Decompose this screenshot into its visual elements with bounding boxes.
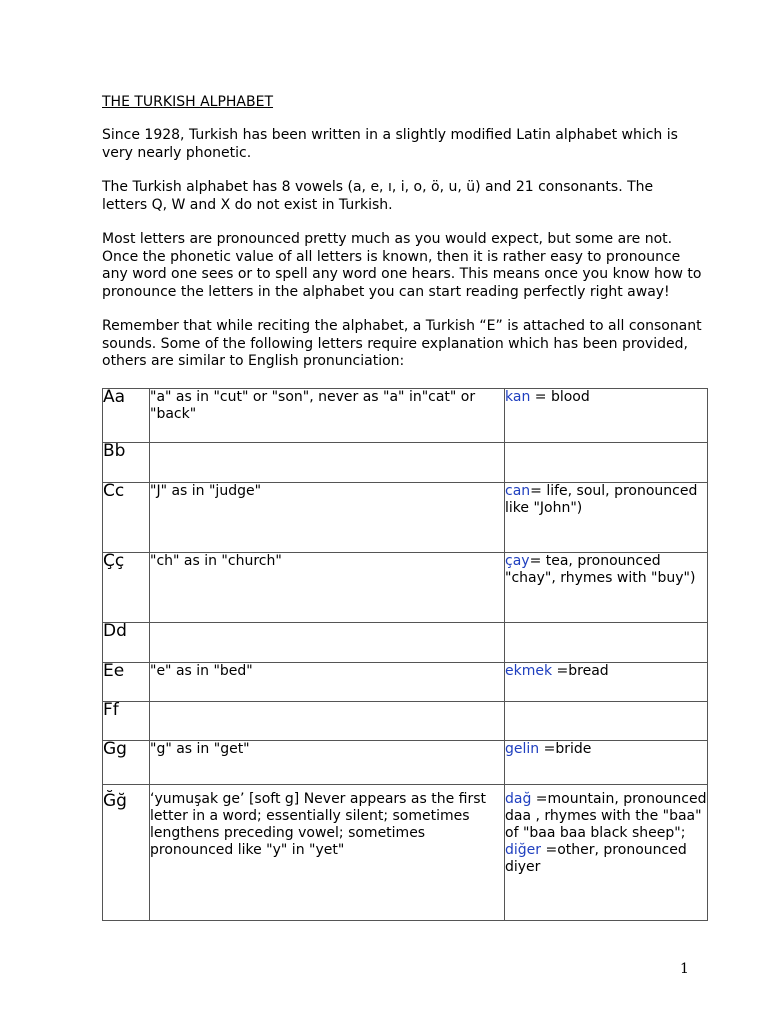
example-meaning: = blood <box>530 388 590 405</box>
letter-cell: Dd <box>103 622 150 662</box>
example-cell <box>505 784 708 920</box>
example-word-secondary: diğer <box>505 841 542 858</box>
example-cell <box>505 662 708 701</box>
description-cell: "ch" as in "church" <box>150 552 505 622</box>
description-cell <box>150 622 505 662</box>
example-word: dağ <box>505 790 532 807</box>
letter-cell: Aa <box>103 388 150 442</box>
letter-cell: Cc <box>103 482 150 552</box>
table-row <box>103 442 708 482</box>
example-word: kan <box>505 388 531 405</box>
table-row <box>103 622 708 662</box>
letter-cell: Çç <box>103 552 150 622</box>
paragraph-reciting: Remember that while reciting the alphabet, a Turkish “E” is attached to all consonant sounds. Some of the following letters require explanation which has been provided, others are similar to English pronunciation: <box>102 318 702 369</box>
description-cell: "e" as in "bed" <box>150 662 505 701</box>
example-word: çay <box>505 552 530 569</box>
letter-cell: Bb <box>103 442 150 482</box>
description-cell <box>150 442 505 482</box>
letter-cell: Ğğ <box>103 784 150 920</box>
example-cell <box>505 388 708 442</box>
example-cell <box>505 482 708 552</box>
example-meaning: =bride <box>539 740 592 757</box>
example-cell <box>505 552 708 622</box>
example-word: gelin <box>505 740 540 757</box>
example-word: ekmek <box>505 662 553 679</box>
example-cell <box>505 442 708 482</box>
page-number: 1 <box>680 961 689 977</box>
example-cell <box>505 622 708 662</box>
table-row <box>103 482 708 552</box>
table-row <box>103 740 708 784</box>
letter-cell: Gg <box>103 740 150 784</box>
description-cell: ‘yumuşak ge’ [soft g] Never appears as the first letter in a word; essentially silent; sometimes lengthens preceding vowel; sometimes pronounced like "y" in "yet" <box>150 784 505 920</box>
example-meaning-secondary: =other, pronounced diyer <box>505 841 687 875</box>
example-meaning: =bread <box>552 662 609 679</box>
page-title: THE TURKISH ALPHABET <box>102 94 274 110</box>
paragraph-intro: Since 1928, Turkish has been written in a slightly modified Latin alphabet which is very nearly phonetic. <box>102 127 678 161</box>
letter-cell: Ee <box>103 662 150 701</box>
paragraph-pronunciation: Most letters are pronounced pretty much as you would expect, but some are not. Once the phonetic value of all letters is known, then it is rather easy to pronounce any word one sees or to spell any word one hears. This means once you know how to pronounce the letters in the alphabet you can start reading perfectly right away! <box>102 231 702 300</box>
letter-cell: Ff <box>103 701 150 740</box>
example-word: can <box>505 482 531 499</box>
example-meaning: = tea, pronounced "chay", rhymes with "buy") <box>505 552 696 586</box>
example-cell <box>505 701 708 740</box>
table-row <box>103 784 708 920</box>
table-row <box>103 701 708 740</box>
document-page <box>102 93 707 921</box>
example-meaning: = life, soul, pronounced like "John") <box>505 482 698 516</box>
description-cell <box>150 701 505 740</box>
table-row <box>103 388 708 442</box>
description-cell: "g" as in "get" <box>150 740 505 784</box>
example-cell <box>505 740 708 784</box>
alphabet-table <box>102 388 708 921</box>
description-cell: "J" as in "judge" <box>150 482 505 552</box>
example-meaning: =mountain, pronounced daa , rhymes with the "baa" of "baa baa black sheep"; <box>505 790 707 841</box>
table-row <box>103 662 708 701</box>
paragraph-vowels: The Turkish alphabet has 8 vowels (a, e, ı, i, o, ö, u, ü) and 21 consonants. The letters Q, W and X do not exist in Turkish. <box>102 179 654 213</box>
table-row <box>103 552 708 622</box>
description-cell: "a" as in "cut" or "son", never as "a" in"cat" or "back" <box>150 388 505 442</box>
